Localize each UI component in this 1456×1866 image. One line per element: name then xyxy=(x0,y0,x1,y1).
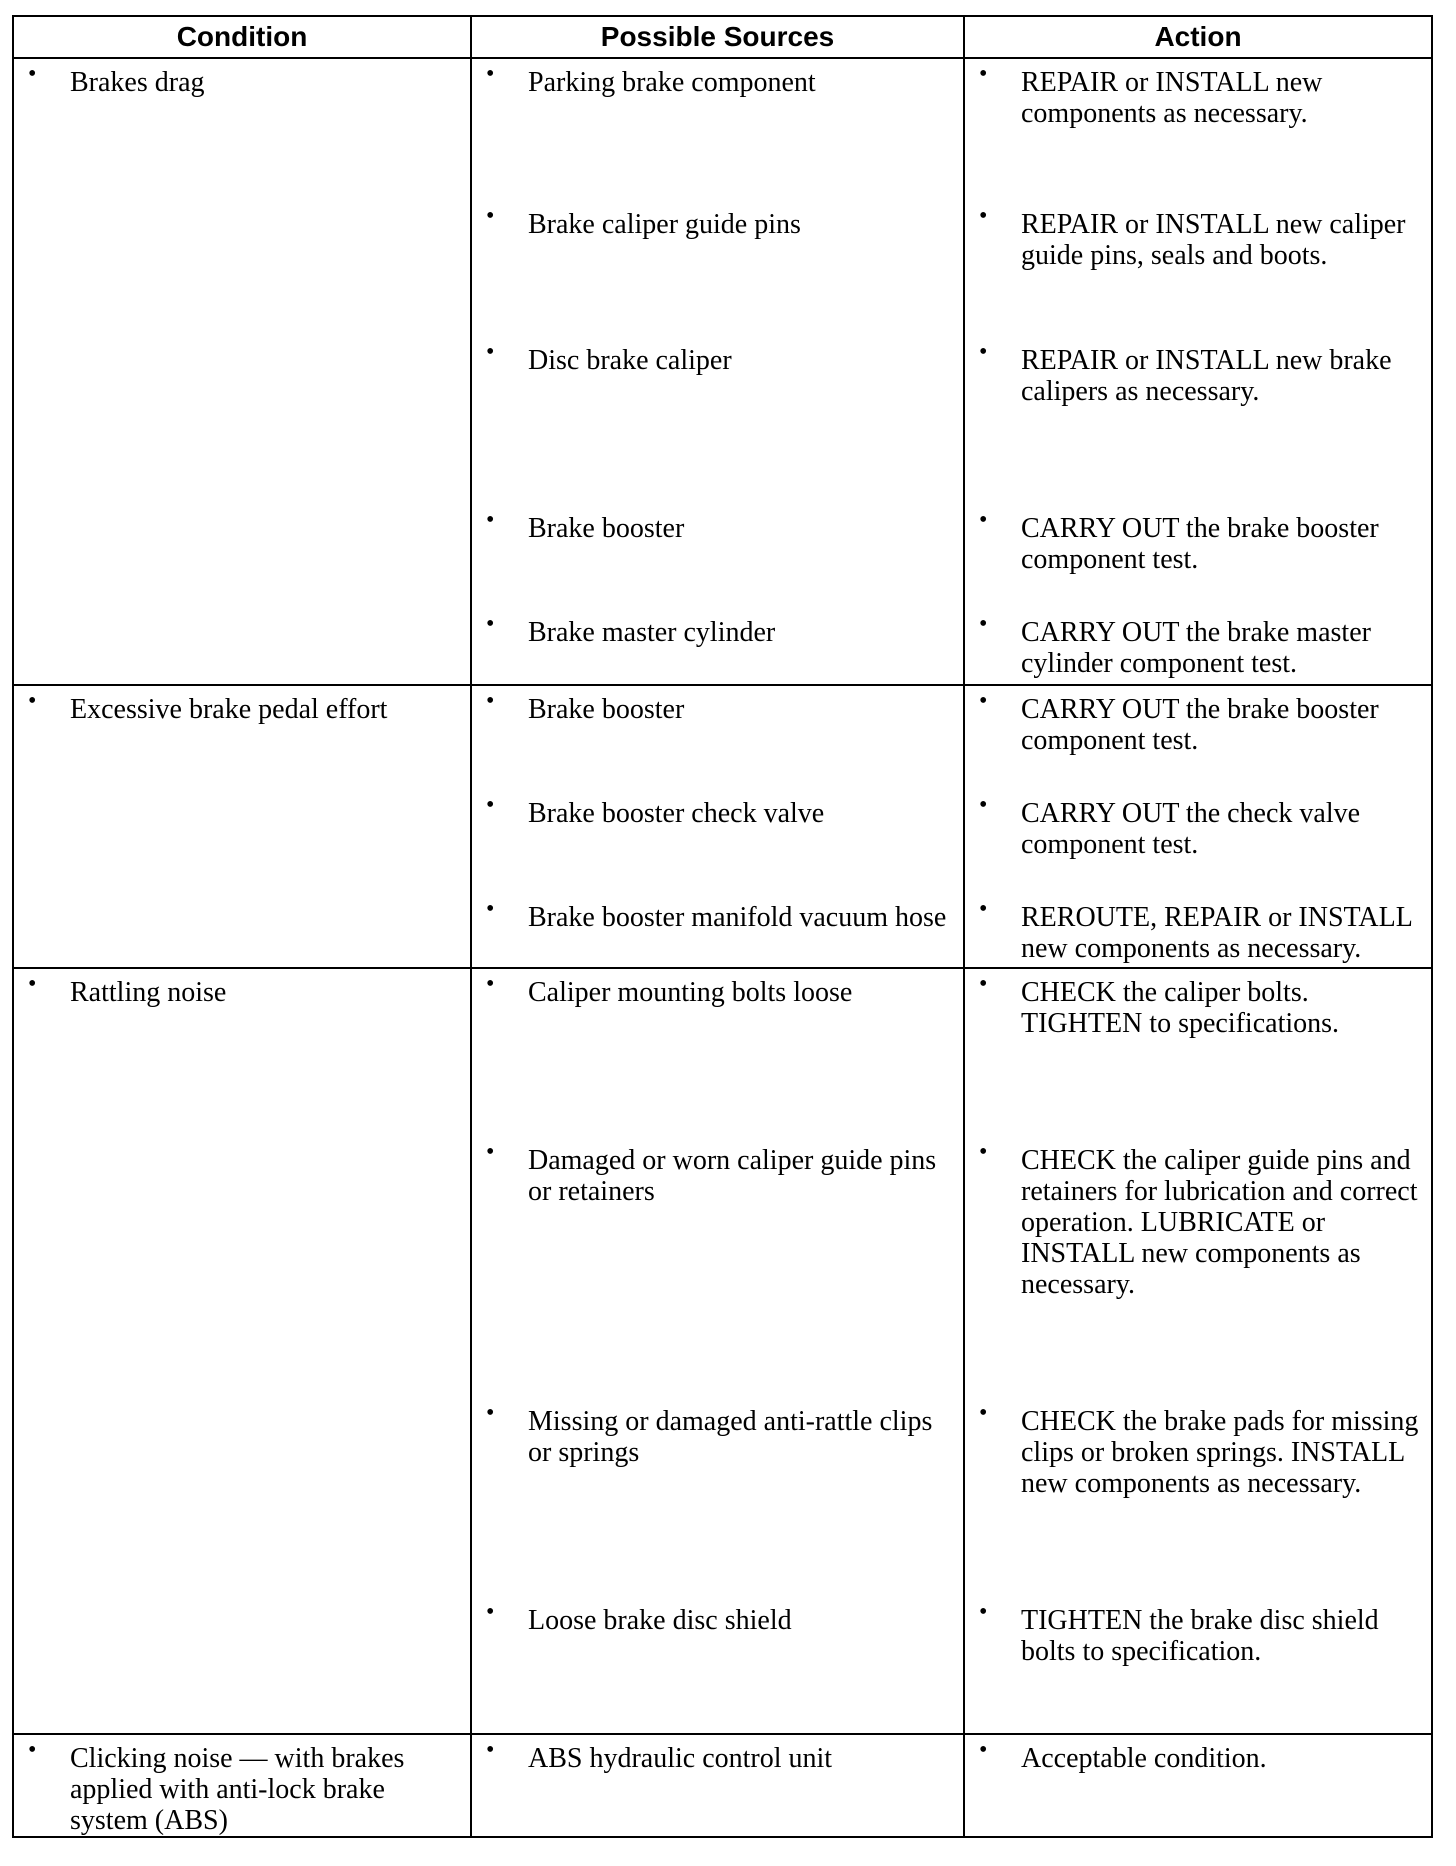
source-block xyxy=(472,505,963,609)
source-item xyxy=(472,201,963,240)
sources-cell xyxy=(471,1734,964,1837)
source-block xyxy=(472,686,963,790)
bullet-icon: • xyxy=(486,61,495,87)
action-item xyxy=(965,337,1431,407)
source-item-text: Missing or damaged anti-rattle clips or springs xyxy=(528,1406,933,1468)
source-block xyxy=(472,609,963,679)
action-item xyxy=(965,1597,1431,1667)
header-action: Action xyxy=(964,16,1432,58)
source-item xyxy=(472,1137,963,1207)
condition-item-text: Excessive brake pedal effort xyxy=(70,694,388,725)
action-block xyxy=(965,1597,1431,1667)
condition-item-text: Clicking noise — with brakes applied with anti-lock brake system (ABS) xyxy=(70,1743,405,1836)
bullet-icon: • xyxy=(28,1737,37,1763)
bullet-icon: • xyxy=(979,1737,988,1763)
action-block xyxy=(965,201,1431,337)
action-block xyxy=(965,969,1431,1137)
action-cell xyxy=(964,1734,1432,1837)
table-row xyxy=(13,968,1432,1734)
action-item xyxy=(965,609,1431,679)
source-item-text: Brake booster manifold vacuum hose xyxy=(528,902,947,933)
action-item xyxy=(965,894,1431,964)
condition-cell xyxy=(13,968,471,1734)
source-item xyxy=(472,505,963,544)
source-block xyxy=(472,201,963,337)
action-item-text: REPAIR or INSTALL new components as necessary. xyxy=(1021,67,1323,129)
source-block xyxy=(472,59,963,201)
condition-cell xyxy=(13,685,471,968)
action-item-text: CARRY OUT the brake master cylinder component test. xyxy=(1021,617,1371,679)
source-item-text: Loose brake disc shield xyxy=(528,1605,792,1636)
action-block xyxy=(965,1137,1431,1398)
bullet-icon: • xyxy=(486,203,495,229)
source-item xyxy=(472,1398,963,1468)
header-row xyxy=(13,16,1432,58)
diagnosis-table xyxy=(12,15,1433,1838)
action-block xyxy=(965,505,1431,609)
action-item xyxy=(965,1137,1431,1300)
bullet-icon: • xyxy=(28,61,37,87)
action-cell xyxy=(964,58,1432,685)
bullet-icon: • xyxy=(28,688,37,714)
condition-cell xyxy=(13,58,471,685)
bullet-icon: • xyxy=(486,1400,495,1426)
action-item-text: Acceptable condition. xyxy=(1021,1743,1267,1774)
action-item-text: REPAIR or INSTALL new caliper guide pins, seals and boots. xyxy=(1021,209,1406,271)
action-block xyxy=(965,59,1431,201)
source-block xyxy=(472,1597,963,1667)
source-item-text: Caliper mounting bolts loose xyxy=(528,977,853,1008)
action-item xyxy=(965,505,1431,575)
action-cell xyxy=(964,685,1432,968)
source-item xyxy=(472,894,963,933)
source-item-text: Brake master cylinder xyxy=(528,617,776,648)
condition-item xyxy=(14,1735,470,1836)
bullet-icon: • xyxy=(979,688,988,714)
table-row xyxy=(13,685,1432,968)
condition-item xyxy=(14,969,470,1008)
action-cell xyxy=(964,968,1432,1734)
bullet-icon: • xyxy=(486,611,495,637)
condition-item xyxy=(14,59,470,98)
bullet-icon: • xyxy=(979,507,988,533)
bullet-icon: • xyxy=(486,792,495,818)
source-block xyxy=(472,1735,963,1774)
action-block xyxy=(965,894,1431,964)
source-item-text: Brake booster check valve xyxy=(528,798,825,829)
action-item xyxy=(965,969,1431,1039)
source-item xyxy=(472,969,963,1008)
bullet-icon: • xyxy=(979,61,988,87)
action-item-text: REROUTE, REPAIR or INSTALL new components as necessary. xyxy=(1021,902,1412,964)
bullet-icon: • xyxy=(979,896,988,922)
source-block xyxy=(472,1398,963,1597)
condition-item-text: Rattling noise xyxy=(70,977,227,1008)
sources-cell xyxy=(471,968,964,1734)
source-item-text: Damaged or worn caliper guide pins or retainers xyxy=(528,1145,937,1207)
bullet-icon: • xyxy=(486,507,495,533)
source-item xyxy=(472,686,963,725)
source-item-text: Parking brake component xyxy=(528,67,816,98)
bullet-icon: • xyxy=(486,1139,495,1165)
action-item xyxy=(965,1735,1431,1774)
bullet-icon: • xyxy=(979,1139,988,1165)
bullet-icon: • xyxy=(979,1400,988,1426)
bullet-icon: • xyxy=(979,203,988,229)
condition-item xyxy=(14,686,470,725)
source-block xyxy=(472,969,963,1137)
source-item xyxy=(472,609,963,648)
table-row xyxy=(13,58,1432,685)
action-item-text: CHECK the caliper bolts. TIGHTEN to specifications. xyxy=(1021,977,1340,1039)
bullet-icon: • xyxy=(28,971,37,997)
action-item-text: CARRY OUT the brake booster component test. xyxy=(1021,513,1379,575)
bullet-icon: • xyxy=(979,611,988,637)
source-item xyxy=(472,1735,963,1774)
source-block xyxy=(472,894,963,964)
bullet-icon: • xyxy=(486,1599,495,1625)
bullet-icon: • xyxy=(979,792,988,818)
header-condition: Condition xyxy=(13,16,471,58)
action-block xyxy=(965,337,1431,505)
action-item-text: REPAIR or INSTALL new brake calipers as necessary. xyxy=(1021,345,1392,407)
action-item xyxy=(965,201,1431,271)
source-item-text: Brake caliper guide pins xyxy=(528,209,801,240)
action-item xyxy=(965,59,1431,129)
bullet-icon: • xyxy=(979,1599,988,1625)
action-item xyxy=(965,1398,1431,1499)
source-item-text: Brake booster xyxy=(528,694,685,725)
source-block xyxy=(472,790,963,894)
action-block xyxy=(965,609,1431,679)
source-block xyxy=(472,1137,963,1398)
source-block xyxy=(472,337,963,505)
condition-cell xyxy=(13,1734,471,1837)
table-row xyxy=(13,1734,1432,1837)
sources-cell xyxy=(471,685,964,968)
action-block xyxy=(965,1398,1431,1597)
action-item xyxy=(965,686,1431,756)
source-item xyxy=(472,59,963,98)
bullet-icon: • xyxy=(979,339,988,365)
action-item-text: CARRY OUT the check valve component test. xyxy=(1021,798,1361,860)
bullet-icon: • xyxy=(486,896,495,922)
action-block xyxy=(965,1735,1431,1774)
action-item xyxy=(965,790,1431,860)
bullet-icon: • xyxy=(486,339,495,365)
header-sources: Possible Sources xyxy=(471,16,964,58)
bullet-icon: • xyxy=(486,688,495,714)
source-item-text: ABS hydraulic control unit xyxy=(528,1743,833,1774)
bullet-icon: • xyxy=(486,971,495,997)
source-item xyxy=(472,1597,963,1636)
source-item-text: Brake booster xyxy=(528,513,685,544)
sources-cell xyxy=(471,58,964,685)
condition-item-text: Brakes drag xyxy=(70,67,205,98)
source-item-text: Disc brake caliper xyxy=(528,345,732,376)
bullet-icon: • xyxy=(486,1737,495,1763)
action-item-text: CARRY OUT the brake booster component test. xyxy=(1021,694,1379,756)
source-item xyxy=(472,337,963,376)
action-item-text: CHECK the brake pads for missing clips or broken springs. INSTALL new components as necessary. xyxy=(1021,1406,1419,1499)
source-item xyxy=(472,790,963,829)
action-item-text: TIGHTEN the brake disc shield bolts to specification. xyxy=(1021,1605,1379,1667)
bullet-icon: • xyxy=(979,971,988,997)
action-block xyxy=(965,686,1431,790)
action-item-text: CHECK the caliper guide pins and retainers for lubrication and correct operation. LUBRICATE or INSTALL new components as necessary. xyxy=(1021,1145,1418,1300)
action-block xyxy=(965,790,1431,894)
